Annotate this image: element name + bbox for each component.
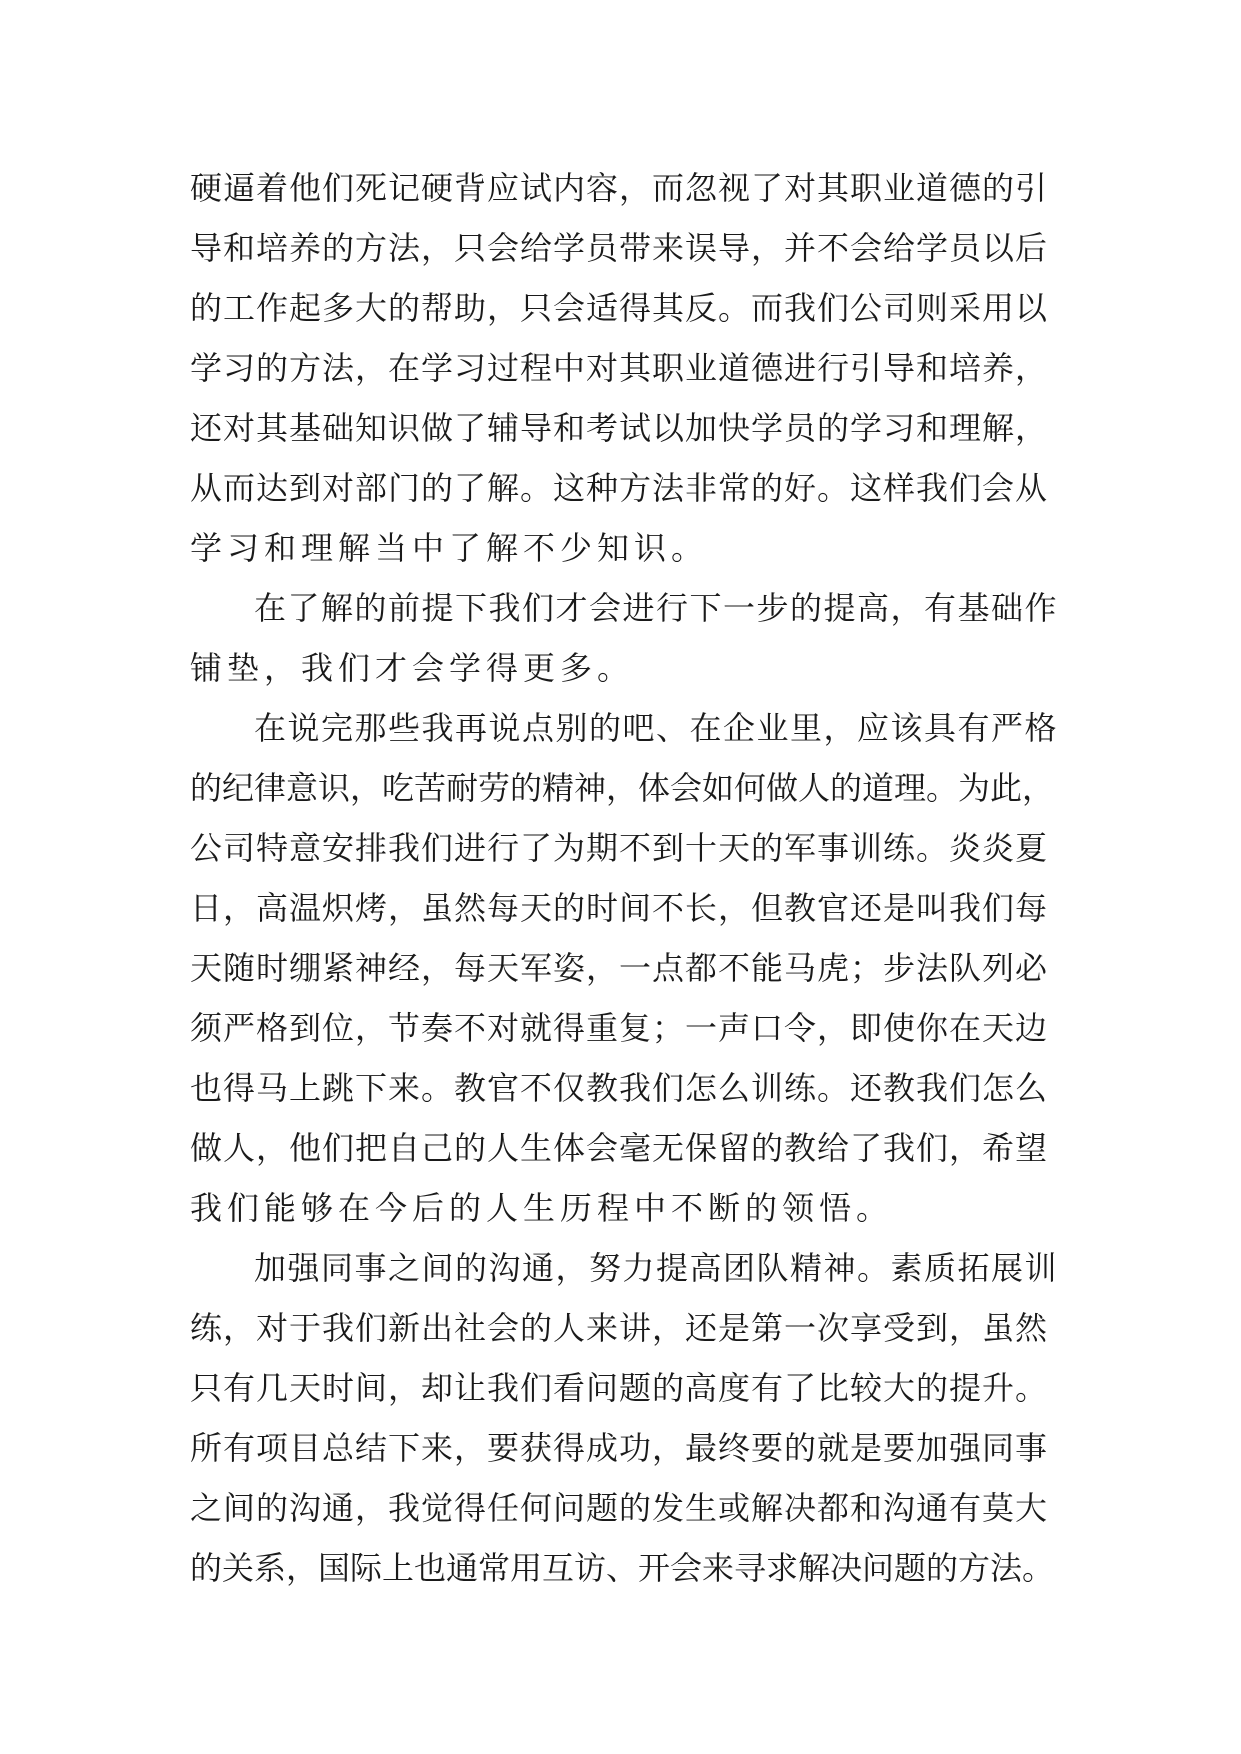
paragraph-start-line: 在说完那些我再说点别的吧、在企业里，应该具有严格 [254,709,1059,747]
text-line: 我们能够在今后的人生历程中不断的领悟。 [190,1189,894,1227]
text-line: 铺垫，我们才会学得更多。 [190,649,635,687]
body-text [190,158,1058,1598]
text-line: 也得马上跳下来。教官不仅教我们怎么训练。还教我们怎么 [190,1069,1049,1107]
text-line: 的关系，国际上也通常用互访、开会来寻求解决问题的方法。 [190,1549,1055,1587]
text-line: 之间的沟通，我觉得任何问题的发生或解决都和沟通有莫大 [190,1489,1049,1527]
text-line: 所有项目总结下来，要获得成功，最终要的就是要加强同事 [190,1429,1049,1467]
text-line: 做人，他们把自己的人生体会毫无保留的教给了我们，希望 [190,1129,1049,1167]
text-line: 学习和理解当中了解不少知识。 [190,529,709,567]
paragraph-start-line: 加强同事之间的沟通，努力提高团队精神。素质拓展训 [254,1249,1059,1287]
text-line: 学习的方法，在学习过程中对其职业道德进行引导和培养， [190,349,1049,387]
text-line: 日，高温炽烤，虽然每天的时间不长，但教官还是叫我们每 [190,889,1049,927]
text-line: 的工作起多大的帮助，只会适得其反。而我们公司则采用以 [190,289,1049,327]
text-line: 练，对于我们新出社会的人来讲，还是第一次享受到，虽然 [190,1309,1049,1347]
text-line: 硬逼着他们死记硬背应试内容，而忽视了对其职业道德的引 [190,169,1049,207]
text-line: 还对其基础知识做了辅导和考试以加快学员的学习和理解， [190,409,1049,447]
text-line: 公司特意安排我们进行了为期不到十天的军事训练。炎炎夏 [190,829,1049,867]
text-line: 只有几天时间，却让我们看问题的高度有了比较大的提升。 [190,1369,1049,1407]
text-line: 天随时绷紧神经，每天军姿，一点都不能马虎；步法队列必 [190,949,1049,987]
text-line: 导和培养的方法，只会给学员带来误导，并不会给学员以后 [190,229,1049,267]
text-line: 的纪律意识，吃苦耐劳的精神，体会如何做人的道理。为此， [190,769,1055,807]
text-line: 须严格到位，节奏不对就得重复；一声口令，即使你在天边 [190,1009,1049,1047]
text-line: 从而达到对部门的了解。这种方法非常的好。这样我们会从 [190,469,1049,507]
paragraph-start-line: 在了解的前提下我们才会进行下一步的提高，有基础作 [254,589,1059,627]
